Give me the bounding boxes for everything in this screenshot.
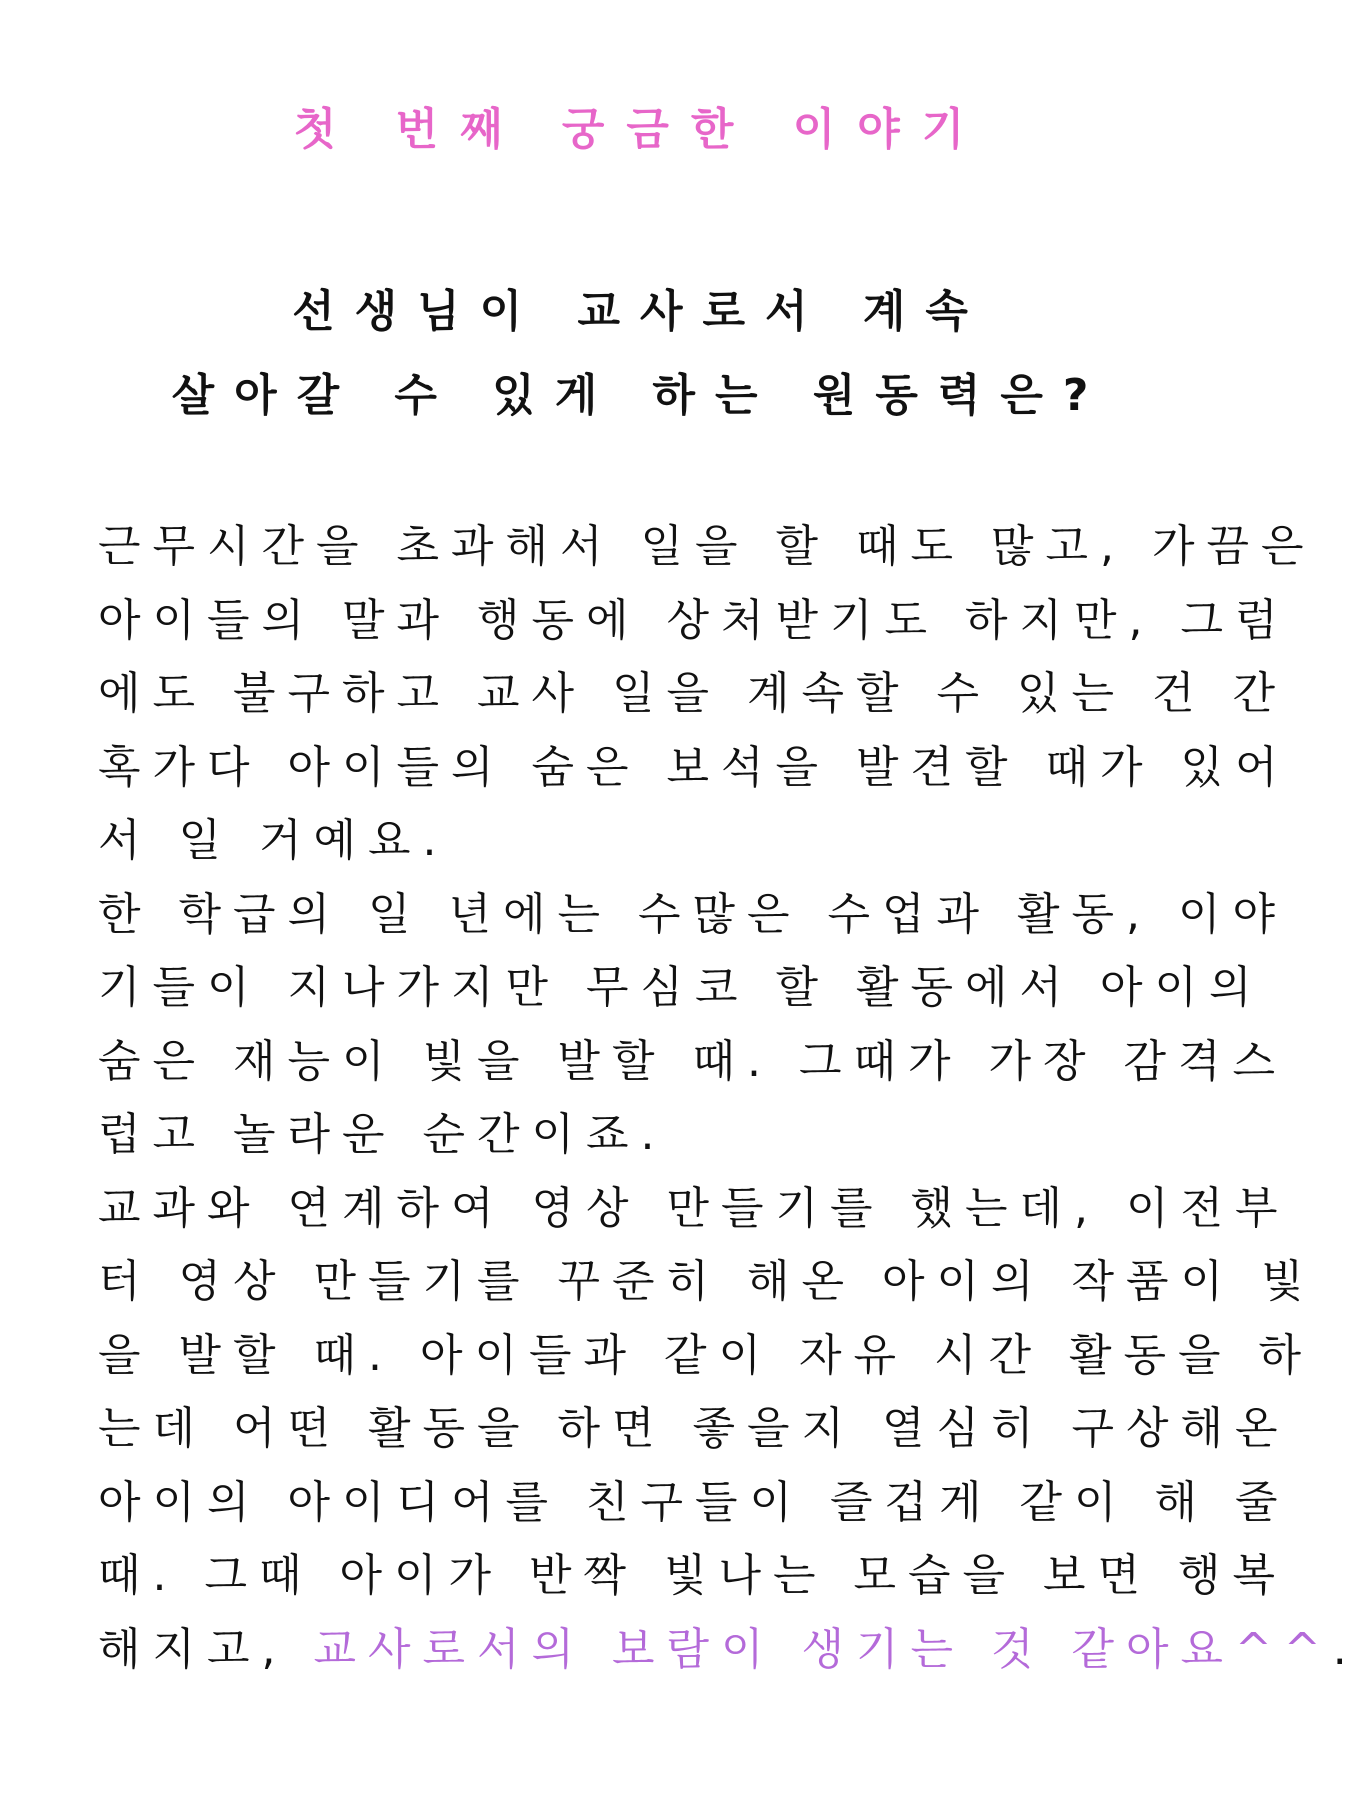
- body-line: 교과와 연계하여 영상 만들기를 했는데, 이전부: [98, 1182, 1290, 1234]
- question-heading: [0, 270, 1280, 438]
- body-line: 혹가다 아이들의 숨은 보석을 발견할 때가 있어: [98, 741, 1290, 793]
- body-line: 근무시간을 초과해서 일을 할 때도 많고, 가끔은: [98, 521, 1316, 572]
- question-line-2: 살아갈 수 있게 하는 원동력은?: [171, 370, 1109, 421]
- body-line: 기들이 지나가지만 무심코 할 활동에서 아이의: [98, 962, 1264, 1013]
- body-line: 는데 어떤 활동을 하면 좋을지 열심히 구상해온: [98, 1403, 1290, 1454]
- chapter-title: 첫 번째 궁금한 이야기: [293, 104, 987, 155]
- body-line: 때. 그때 아이가 반짝 빛나는 모습을 보면 행복: [98, 1550, 1287, 1601]
- body-last-line: [98, 1613, 1359, 1687]
- body-line: 럽고 놀라운 순간이죠.: [98, 1109, 667, 1160]
- body-line: 한 학급의 일 년에는 수많은 수업과 활동, 이야: [98, 888, 1287, 940]
- body-line: 에도 불구하고 교사 일을 계속할 수 있는 건 간: [98, 668, 1287, 719]
- last-line-start: 해지고,: [98, 1623, 314, 1675]
- highlight-text: 교사로서의 보람이 생기는 것 같아요^^: [313, 1623, 1333, 1675]
- question-line-1: 선생님이 교사로서 계속: [292, 286, 988, 337]
- body-line: 아이들의 말과 행동에 상처받기도 하지만, 그럼: [98, 594, 1290, 646]
- body-line: 아이의 아이디어를 친구들이 즐겁게 같이 해 줄: [98, 1476, 1290, 1528]
- body-line: 터 영상 만들기를 꾸준히 해온 아이의 작품이 빛: [98, 1256, 1316, 1307]
- body-text: [98, 510, 1359, 1686]
- last-line-end: .: [1332, 1623, 1359, 1675]
- body-line: 서 일 거예요.: [98, 815, 449, 866]
- body-line: 을 발할 때. 아이들과 같이 자유 시간 활동을 하: [98, 1329, 1313, 1381]
- body-line: 숨은 재능이 빛을 발할 때. 그때가 가장 감격스: [98, 1035, 1287, 1087]
